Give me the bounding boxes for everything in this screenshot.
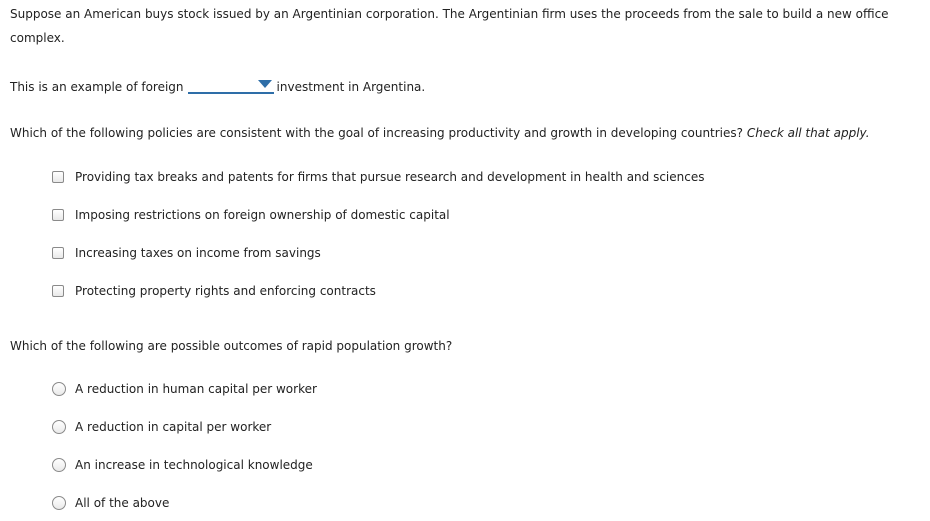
checkbox-icon[interactable] <box>52 285 64 297</box>
q3-option-radio[interactable] <box>52 419 271 435</box>
q1-stem-line-2: complex. <box>10 31 65 45</box>
q1-fill-after-text: investment in Argentina. <box>276 80 426 94</box>
q3-option-label: All of the above <box>75 496 170 510</box>
q2-option-label: Providing tax breaks and patents for firms that pursue research and development in health and sciences <box>75 170 705 184</box>
q2-option-checkbox[interactable] <box>52 169 705 185</box>
checkbox-icon[interactable] <box>52 209 64 221</box>
q1-fill-before-text: This is an example of foreign <box>10 80 184 94</box>
q2-prompt <box>10 125 870 141</box>
q2-option-checkbox[interactable] <box>52 245 321 261</box>
radio-button-icon[interactable] <box>52 420 66 434</box>
foreign-investment-type-dropdown[interactable] <box>188 78 274 94</box>
radio-button-icon[interactable] <box>52 458 66 472</box>
q2-prompt-text: Which of the following policies are consistent with the goal of increasing productivity and growth in developing countries? <box>10 126 744 140</box>
q2-option-label: Protecting property rights and enforcing contracts <box>75 284 376 298</box>
q3-option-radio[interactable] <box>52 457 313 473</box>
q2-option-label: Imposing restrictions on foreign ownership of domestic capital <box>75 208 450 222</box>
q3-option-radio[interactable] <box>52 381 317 397</box>
q3-option-radio[interactable] <box>52 495 169 511</box>
checkbox-icon[interactable] <box>52 171 64 183</box>
radio-button-icon[interactable] <box>52 382 66 396</box>
q3-prompt: Which of the following are possible outcomes of rapid population growth? <box>10 339 453 353</box>
q3-option-label: A reduction in human capital per worker <box>75 382 317 396</box>
q3-option-label: A reduction in capital per worker <box>75 420 272 434</box>
checkbox-icon[interactable] <box>52 247 64 259</box>
q1-stem-line-1: Suppose an American buys stock issued by an Argentinian corporation. The Argentinian firm uses the proceeds from the sale to build a new office <box>10 7 889 21</box>
q2-option-label: Increasing taxes on income from savings <box>75 246 321 260</box>
q2-option-checkbox[interactable] <box>52 283 376 299</box>
radio-button-icon[interactable] <box>52 496 66 510</box>
q1-fill-in-sentence <box>10 78 425 95</box>
q3-option-label: An increase in technological knowledge <box>75 458 313 472</box>
dropdown-arrow-icon <box>258 80 272 88</box>
q2-instruction: Check all that apply. <box>746 126 870 140</box>
q2-option-checkbox[interactable] <box>52 207 450 223</box>
